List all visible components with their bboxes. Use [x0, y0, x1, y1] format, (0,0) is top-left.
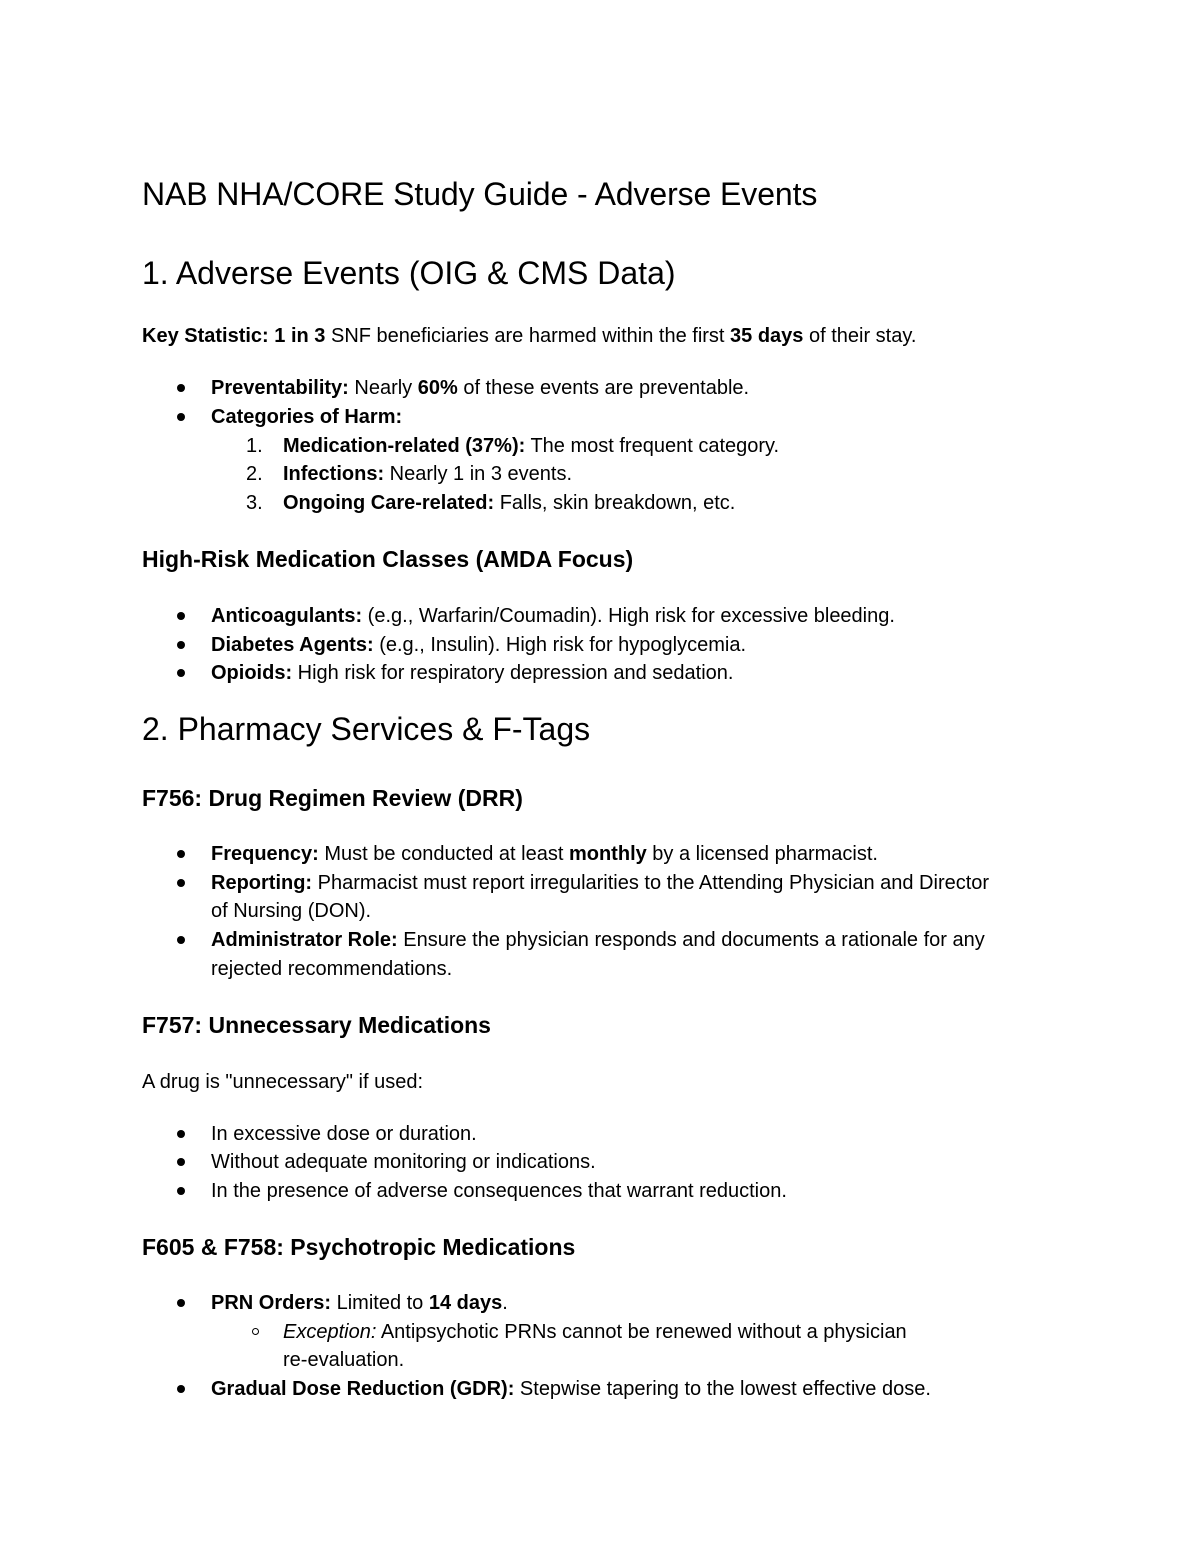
unnecessary-item: In the presence of adverse consequences that warrant reduction. — [211, 1180, 787, 1202]
category-number: 2. — [246, 463, 263, 485]
hollow-bullet-icon — [252, 1328, 259, 1335]
prn-orders-text-end: . — [502, 1292, 508, 1314]
frequency-label: Frequency: — [211, 843, 319, 865]
high-risk-item — [211, 602, 895, 630]
prn-orders-days: 14 days — [428, 1292, 503, 1314]
reporting-label: Reporting: — [211, 872, 313, 894]
reporting-item-continued: of Nursing (DON). — [211, 900, 372, 922]
administrator-role-item — [211, 926, 985, 954]
exception-item-continued: re-evaluation. — [283, 1349, 405, 1371]
preventability-percent: 60% — [417, 377, 458, 399]
frequency-text: Must be conducted at least — [318, 843, 569, 865]
bullet-icon — [177, 641, 185, 649]
bullet-icon — [177, 850, 185, 858]
section-1-heading: 1. Adverse Events (OIG & CMS Data) — [142, 255, 676, 291]
bullet-icon — [177, 936, 185, 944]
categories-label: Categories of Harm: — [211, 406, 403, 428]
high-risk-text: High risk for respiratory depression and sedation. — [292, 662, 734, 684]
high-risk-label: Diabetes Agents: — [211, 634, 374, 656]
f757-heading: F757: Unnecessary Medications — [142, 1012, 491, 1038]
bullet-icon — [177, 1299, 185, 1307]
high-risk-heading: High-Risk Medication Classes (AMDA Focus) — [142, 546, 634, 572]
bullet-icon — [177, 1187, 185, 1195]
gdr-label: Gradual Dose Reduction (GDR): — [211, 1378, 515, 1400]
f605-heading: F605 & F758: Psychotropic Medications — [142, 1234, 576, 1260]
frequency-item — [211, 840, 878, 868]
prn-orders-label: PRN Orders: — [211, 1292, 332, 1314]
gdr-item — [211, 1375, 931, 1403]
key-statistic-text: SNF beneficiaries are harmed within the first — [325, 325, 731, 347]
category-item — [283, 432, 779, 460]
prn-orders-item — [211, 1289, 508, 1317]
category-text: The most frequent category. — [525, 435, 780, 457]
category-label: Medication-related (37%): — [283, 435, 526, 457]
frequency-emphasis: monthly — [568, 843, 647, 865]
reporting-item — [211, 869, 989, 897]
high-risk-label: Opioids: — [211, 662, 293, 684]
administrator-role-text: Ensure the physician responds and documents a rationale for any — [397, 929, 985, 951]
administrator-role-label: Administrator Role: — [211, 929, 398, 951]
category-label: Infections: — [283, 463, 385, 485]
category-number: 3. — [246, 492, 263, 514]
exception-text: Antipsychotic PRNs cannot be renewed without a physician — [376, 1321, 907, 1343]
f757-intro: A drug is "unnecessary" if used: — [142, 1071, 424, 1093]
bullet-icon — [177, 612, 185, 620]
preventability-label: Preventability: — [211, 377, 349, 399]
administrator-role-item-continued: rejected recommendations. — [211, 958, 453, 980]
bullet-icon — [177, 384, 185, 392]
bullet-icon — [177, 879, 185, 887]
category-item — [283, 460, 572, 488]
bullet-icon — [177, 1385, 185, 1393]
high-risk-item — [211, 631, 746, 659]
high-risk-item — [211, 659, 733, 687]
bullet-icon — [177, 1130, 185, 1138]
high-risk-label: Anticoagulants: — [211, 605, 363, 627]
prn-orders-text: Limited to — [331, 1292, 429, 1314]
preventability-text: Nearly — [348, 377, 418, 399]
preventability-item — [211, 374, 749, 402]
high-risk-text: (e.g., Warfarin/Coumadin). High risk for excessive bleeding. — [362, 605, 895, 627]
key-statistic-paragraph — [142, 322, 916, 350]
category-text: Nearly 1 in 3 events. — [384, 463, 572, 485]
reporting-text: Pharmacist must report irregularities to the Attending Physician and Director — [312, 872, 990, 894]
gdr-text: Stepwise tapering to the lowest effective dose. — [514, 1378, 931, 1400]
key-statistic-ratio: 1 in 3 — [274, 325, 326, 347]
preventability-text-end: of these events are preventable. — [457, 377, 750, 399]
exception-label: Exception: — [283, 1321, 377, 1343]
category-text: Falls, skin breakdown, etc. — [494, 492, 736, 514]
bullet-icon — [177, 413, 185, 421]
f756-heading: F756: Drug Regimen Review (DRR) — [142, 785, 523, 811]
unnecessary-item: In excessive dose or duration. — [211, 1123, 477, 1145]
exception-item — [283, 1318, 907, 1346]
categories-item — [211, 403, 402, 431]
page-title: NAB NHA/CORE Study Guide - Adverse Events — [142, 176, 818, 212]
category-number: 1. — [246, 435, 263, 457]
section-2-heading: 2. Pharmacy Services & F-Tags — [142, 711, 591, 747]
frequency-text-end: by a licensed pharmacist. — [646, 843, 878, 865]
category-label: Ongoing Care-related: — [283, 492, 495, 514]
bullet-icon — [177, 1158, 185, 1166]
key-statistic-label: Key Statistic: — [142, 325, 269, 347]
key-statistic-days: 35 days — [730, 325, 804, 347]
bullet-icon — [177, 669, 185, 677]
high-risk-text: (e.g., Insulin). High risk for hypoglycemia. — [373, 634, 747, 656]
unnecessary-item: Without adequate monitoring or indications. — [211, 1151, 596, 1173]
category-item — [283, 489, 735, 517]
key-statistic-text-end: of their stay. — [803, 325, 917, 347]
